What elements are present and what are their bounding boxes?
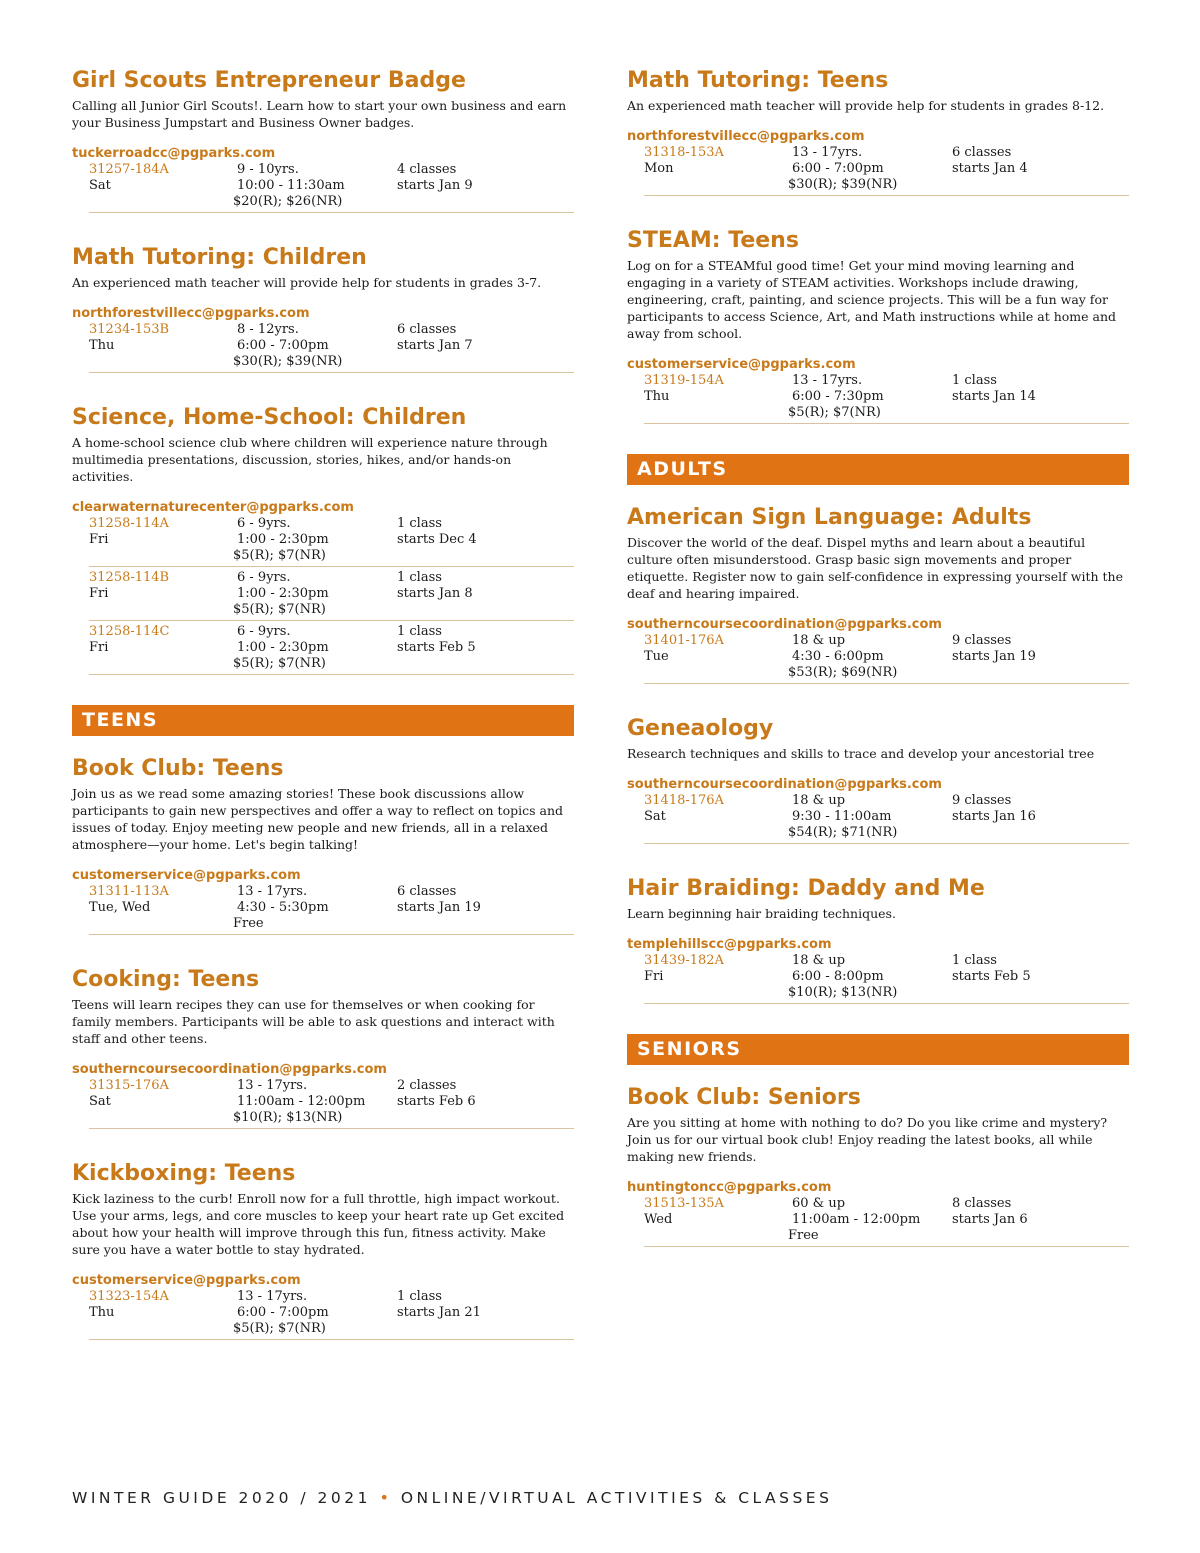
contact-email[interactable]: customerservice@pgparks.com <box>627 357 856 372</box>
program-block <box>72 243 574 373</box>
meeting-day: Fri <box>644 969 664 984</box>
session-row <box>89 516 574 567</box>
contact-email[interactable]: customerservice@pgparks.com <box>72 868 301 883</box>
session-schedule <box>952 793 1129 841</box>
session-row <box>644 953 1129 1004</box>
contact-email[interactable]: customerservice@pgparks.com <box>72 1273 301 1288</box>
meeting-day: Mon <box>644 161 674 176</box>
age-range: 13 - 17yrs. <box>237 884 308 899</box>
price: $30(R); $39(NR) <box>233 354 343 369</box>
age-range: 6 - 9yrs. <box>237 570 291 585</box>
course-code: 31311-113A <box>89 884 169 899</box>
session-code-day <box>89 322 237 370</box>
course-code: 31258-114A <box>89 516 169 531</box>
class-count: 4 classes <box>397 162 457 177</box>
session-schedule <box>397 162 574 210</box>
price: $5(R); $7(NR) <box>233 656 326 671</box>
program-description: Discover the world of the deaf. Dispel myths and learn about a beautiful culture often misunderstood. Grasp basic sign movements and proper etiquette. Register now to gain self-confidence in expressing yourself with the deaf and hearing impaired. <box>627 535 1123 601</box>
program-description: An experienced math teacher will provide help for students in grades 8-12. <box>627 98 1105 113</box>
contact-email[interactable]: huntingtoncc@pgparks.com <box>627 1180 832 1195</box>
price: Free <box>233 916 264 931</box>
class-count: 1 class <box>397 1289 442 1304</box>
program-description: A home-school science club where children will experience nature through multimedia presentations, discussion, stories, hikes, and/or hands-on activities. <box>72 435 548 484</box>
session-schedule <box>397 570 574 618</box>
contact-email[interactable]: templehillscc@pgparks.com <box>627 937 832 952</box>
session-details <box>233 1289 397 1337</box>
session-code-day <box>644 1196 792 1244</box>
session-code-day <box>89 516 237 564</box>
session-row <box>644 373 1129 424</box>
class-count: 1 class <box>952 373 997 388</box>
session-row <box>644 1196 1129 1247</box>
course-code: 31401-176A <box>644 633 724 648</box>
start-date: starts Feb 5 <box>952 969 1031 984</box>
session-code-day <box>644 953 792 1001</box>
program-block <box>627 503 1129 684</box>
session-row <box>89 624 574 675</box>
price: $5(R); $7(NR) <box>788 405 881 420</box>
meeting-time: 1:00 - 2:30pm <box>237 532 329 547</box>
session-row <box>89 1289 574 1340</box>
session-details <box>788 145 952 193</box>
course-code: 31257-184A <box>89 162 169 177</box>
contact-email[interactable]: tuckerroadcc@pgparks.com <box>72 146 276 161</box>
session-code-day <box>89 624 237 672</box>
session-details <box>788 1196 952 1244</box>
class-count: 2 classes <box>397 1078 457 1093</box>
start-date: starts Jan 8 <box>397 586 473 601</box>
age-range: 60 & up <box>792 1196 846 1211</box>
program-description: Log on for a STEAMful good time! Get your mind moving learning and engaging in a variety of STEAM activities. Workshops include drawing, engineering, craft, painting, and science projects. This will be a fun way for participants to access Science, Art, and Math instructions while at home and away from school. <box>627 258 1117 341</box>
program-title: Geneaology <box>627 716 774 741</box>
meeting-day: Sat <box>644 809 666 824</box>
program-description: Learn beginning hair braiding techniques. <box>627 906 896 921</box>
meeting-day: Wed <box>644 1212 673 1227</box>
program-title: Cooking: Teens <box>72 967 260 992</box>
program-title: STEAM: Teens <box>627 228 799 253</box>
session-row <box>89 162 574 213</box>
footer-guide-title: WINTER GUIDE 2020 / 2021 <box>72 1489 372 1507</box>
course-code: 31439-182A <box>644 953 724 968</box>
meeting-day: Fri <box>89 640 109 655</box>
price: $5(R); $7(NR) <box>233 602 326 617</box>
program-block <box>627 714 1129 844</box>
session-code-day <box>89 570 237 618</box>
session-details <box>233 1078 397 1126</box>
program-title: Book Club: Seniors <box>627 1085 861 1110</box>
session-row <box>89 884 574 935</box>
session-schedule <box>397 516 574 564</box>
session-schedule <box>397 322 574 370</box>
start-date: starts Jan 19 <box>952 649 1036 664</box>
price: $20(R); $26(NR) <box>233 194 343 209</box>
price: $53(R); $69(NR) <box>788 665 898 680</box>
session-schedule <box>952 953 1129 1001</box>
section-header: SENIORS <box>627 1034 1129 1065</box>
class-count: 1 class <box>397 624 442 639</box>
class-count: 6 classes <box>952 145 1012 160</box>
meeting-time: 6:00 - 7:00pm <box>237 1305 329 1320</box>
meeting-time: 11:00am - 12:00pm <box>792 1212 921 1227</box>
meeting-day: Sat <box>89 178 111 193</box>
section-header: ADULTS <box>627 454 1129 485</box>
program-block <box>627 66 1129 196</box>
session-row <box>89 1078 574 1129</box>
session-row <box>644 145 1129 196</box>
session-schedule <box>952 145 1129 193</box>
session-row <box>644 633 1129 684</box>
meeting-time: 6:00 - 7:30pm <box>792 389 884 404</box>
program-title: Girl Scouts Entrepreneur Badge <box>72 68 466 93</box>
footer <box>72 1488 832 1507</box>
age-range: 6 - 9yrs. <box>237 516 291 531</box>
program-block <box>72 66 574 213</box>
meeting-day: Sat <box>89 1094 111 1109</box>
session-code-day <box>89 1289 237 1337</box>
program-description: Research techniques and skills to trace and develop your ancestorial tree <box>627 746 1095 761</box>
age-range: 9 - 10yrs. <box>237 162 299 177</box>
course-code: 31418-176A <box>644 793 724 808</box>
start-date: starts Dec 4 <box>397 532 477 547</box>
price: $54(R); $71(NR) <box>788 825 898 840</box>
contact-email[interactable]: southerncoursecoordination@pgparks.com <box>627 617 942 632</box>
program-title: Hair Braiding: Daddy and Me <box>627 876 985 901</box>
session-details <box>233 624 397 672</box>
age-range: 18 & up <box>792 953 846 968</box>
session-row <box>644 793 1129 844</box>
class-count: 9 classes <box>952 793 1012 808</box>
meeting-time: 6:00 - 8:00pm <box>792 969 884 984</box>
program-title: Book Club: Teens <box>72 756 284 781</box>
course-code: 31319-154A <box>644 373 724 388</box>
program-title: Science, Home-School: Children <box>72 405 467 430</box>
price: $5(R); $7(NR) <box>233 548 326 563</box>
age-range: 13 - 17yrs. <box>237 1078 308 1093</box>
session-details <box>233 322 397 370</box>
class-count: 8 classes <box>952 1196 1012 1211</box>
start-date: starts Jan 21 <box>397 1305 481 1320</box>
session-code-day <box>89 884 237 932</box>
age-range: 18 & up <box>792 793 846 808</box>
age-range: 6 - 9yrs. <box>237 624 291 639</box>
left-column <box>72 66 574 1370</box>
meeting-day: Fri <box>89 586 109 601</box>
meeting-time: 4:30 - 6:00pm <box>792 649 884 664</box>
session-details <box>788 373 952 421</box>
meeting-day: Thu <box>89 338 115 353</box>
course-code: 31323-154A <box>89 1289 169 1304</box>
age-range: 13 - 17yrs. <box>792 145 863 160</box>
age-range: 13 - 17yrs. <box>237 1289 308 1304</box>
session-code-day <box>644 145 792 193</box>
start-date: starts Jan 6 <box>952 1212 1028 1227</box>
session-details <box>233 570 397 618</box>
start-date: starts Jan 19 <box>397 900 481 915</box>
meeting-time: 1:00 - 2:30pm <box>237 640 329 655</box>
session-details <box>233 162 397 210</box>
program-block <box>72 1159 574 1340</box>
session-code-day <box>644 793 792 841</box>
session-code-day <box>89 1078 237 1126</box>
session-schedule <box>397 884 574 932</box>
program-block <box>72 754 574 935</box>
session-schedule <box>952 633 1129 681</box>
start-date: starts Feb 5 <box>397 640 476 655</box>
program-block <box>72 965 574 1129</box>
meeting-time: 10:00 - 11:30am <box>237 178 345 193</box>
program-description: An experienced math teacher will provide help for students in grades 3-7. <box>72 275 542 290</box>
course-code: 31513-135A <box>644 1196 724 1211</box>
start-date: starts Jan 9 <box>397 178 473 193</box>
class-count: 1 class <box>397 570 442 585</box>
meeting-day: Thu <box>89 1305 115 1320</box>
program-description: Are you sitting at home with nothing to do? Do you like crime and mystery? Join us for our virtual book club! Enjoy reading the latest books, all while making new friends. <box>627 1115 1108 1164</box>
footer-bullet: • <box>379 1488 393 1507</box>
session-details <box>788 633 952 681</box>
program-description: Kick laziness to the curb! Enroll now for a full throttle, high impact workout. Use your arms, legs, and core muscles to keep your heart rate up Get excited about how your health will improve through this fun, fitness activity. Make sure you have a water bottle to stay hydrated. <box>72 1191 565 1257</box>
session-details <box>233 516 397 564</box>
class-count: 1 class <box>952 953 997 968</box>
meeting-day: Tue <box>644 649 669 664</box>
contact-email[interactable]: northforestvillecc@pgparks.com <box>72 306 310 321</box>
session-schedule <box>397 1078 574 1126</box>
session-schedule <box>397 1289 574 1337</box>
price: Free <box>788 1228 819 1243</box>
program-block <box>627 226 1129 424</box>
meeting-day: Fri <box>89 532 109 547</box>
session-details <box>233 884 397 932</box>
meeting-time: 4:30 - 5:30pm <box>237 900 329 915</box>
contact-email[interactable]: clearwaternaturecenter@pgparks.com <box>72 500 354 515</box>
contact-email[interactable]: southerncoursecoordination@pgparks.com <box>72 1062 387 1077</box>
section-header: TEENS <box>72 705 574 736</box>
program-title: Math Tutoring: Children <box>72 245 367 270</box>
class-count: 1 class <box>397 516 442 531</box>
session-code-day <box>644 633 792 681</box>
program-description: Teens will learn recipes they can use for themselves or when cooking for family members. Participants will be able to ask questions and interact with staff and other teens. <box>72 997 555 1046</box>
age-range: 13 - 17yrs. <box>792 373 863 388</box>
course-code: 31258-114B <box>89 570 170 585</box>
course-code: 31258-114C <box>89 624 170 639</box>
meeting-time: 11:00am - 12:00pm <box>237 1094 366 1109</box>
program-title: Math Tutoring: Teens <box>627 68 889 93</box>
start-date: starts Jan 7 <box>397 338 473 353</box>
start-date: starts Feb 6 <box>397 1094 476 1109</box>
age-range: 18 & up <box>792 633 846 648</box>
meeting-day: Tue, Wed <box>89 900 151 915</box>
footer-section-title: ONLINE/VIRTUAL ACTIVITIES & CLASSES <box>400 1489 833 1507</box>
session-schedule <box>952 1196 1129 1244</box>
course-code: 31234-153B <box>89 322 170 337</box>
contact-email[interactable]: southerncoursecoordination@pgparks.com <box>627 777 942 792</box>
meeting-time: 6:00 - 7:00pm <box>792 161 884 176</box>
start-date: starts Jan 4 <box>952 161 1028 176</box>
start-date: starts Jan 14 <box>952 389 1036 404</box>
session-row <box>89 570 574 621</box>
start-date: starts Jan 16 <box>952 809 1036 824</box>
program-title: Kickboxing: Teens <box>72 1161 296 1186</box>
price: $10(R); $13(NR) <box>233 1110 343 1125</box>
session-code-day <box>89 162 237 210</box>
price: $30(R); $39(NR) <box>788 177 898 192</box>
program-block <box>627 1083 1129 1247</box>
age-range: 8 - 12yrs. <box>237 322 299 337</box>
program-block <box>627 874 1129 1004</box>
right-column <box>627 66 1129 1277</box>
class-count: 6 classes <box>397 322 457 337</box>
meeting-time: 1:00 - 2:30pm <box>237 586 329 601</box>
program-title: American Sign Language: Adults <box>627 505 1032 530</box>
price: $10(R); $13(NR) <box>788 985 898 1000</box>
session-code-day <box>644 373 792 421</box>
course-code: 31318-153A <box>644 145 724 160</box>
class-count: 9 classes <box>952 633 1012 648</box>
program-description: Join us as we read some amazing stories! These book discussions allow participants to gain new perspectives and offer a way to reflect on topics and issues of today. Enjoy meeting new people and new friends, all in a relaxed atmosphere—your home. Let's begin talking! <box>72 786 564 852</box>
session-details <box>788 953 952 1001</box>
session-details <box>788 793 952 841</box>
meeting-day: Thu <box>644 389 670 404</box>
session-schedule <box>952 373 1129 421</box>
session-row <box>89 322 574 373</box>
price: $5(R); $7(NR) <box>233 1321 326 1336</box>
program-description: Calling all Junior Girl Scouts!. Learn how to start your own business and earn your Business Jumpstart and Business Owner badges. <box>72 98 567 130</box>
meeting-time: 9:30 - 11:00am <box>792 809 892 824</box>
class-count: 6 classes <box>397 884 457 899</box>
meeting-time: 6:00 - 7:00pm <box>237 338 329 353</box>
program-block <box>72 403 574 675</box>
contact-email[interactable]: northforestvillecc@pgparks.com <box>627 129 865 144</box>
course-code: 31315-176A <box>89 1078 169 1093</box>
session-schedule <box>397 624 574 672</box>
